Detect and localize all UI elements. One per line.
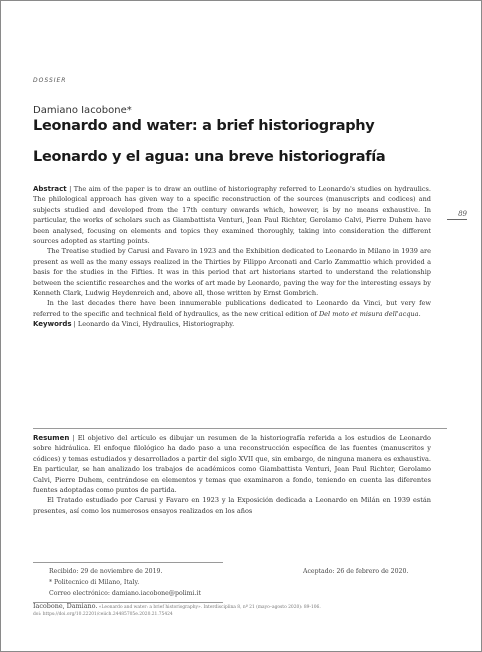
section-label: DOSSIER — [33, 77, 67, 84]
abstract-text-3a: In the last decades there have been innumerable publications dedicated to Leonardo da Vinci, but very few referred to the specific and technical field of hydraulics, as the new critical edition of — [33, 299, 431, 318]
resumen-text: | El objetivo del artículo es dibujar un resumen de la historiografía referida a los estudios de Leonardo sobre hidráulica. El enfoque filológico ha dado paso a una reconstrucción específica de las fuentes (manuscritos y códices) y temas estudiados y desarrollados a partir del siglo XVII que, sin embargo, de ninguna manera es exhaustiva. En particular, se han analizado los trabajos de académicos como Giambattista Venturi, Jean Paul Richter, Gerolamo Calvi, Pierre Duhem, centrándose en elementos y temas que examinaron a fondo, teniendo en cuenta las diferentes fuentes adoptadas como puntos de partida. — [33, 434, 431, 495]
resumen-block — [33, 433, 431, 516]
keywords-text: | Leonardo da Vinci, Hydraulics, Historiography. — [71, 320, 235, 329]
work-title: Del moto et misura dell'acqua — [318, 309, 419, 318]
article-title-spanish: Leonardo y el agua: una breve historiografía — [33, 149, 386, 165]
citation-doi: doi: https://doi.org/10.22201/ceiich.24485705e.2020.21.75424 — [33, 612, 173, 617]
keywords-label: Keywords — [33, 320, 72, 329]
citation-text: «Leonardo and water: a brief historiography». Interdisciplina 8, nº 21 (mayo–agosto 2020): 89-106. — [97, 605, 321, 610]
author-name: Damiano Iacobone* — [33, 105, 132, 116]
abstract-block — [33, 184, 431, 330]
abstract-paragraph-2: The Treatise studied by Carusi and Favaro in 1923 and the Exhibition dedicated to Leonardo in Milano in 1939 are present as well as the many essays realized in the Thirties by Filippo Arconati and Carlo Zammattio which provided a basis for the studies in the Fifties. It was in this period that art historians started to understand the relationship between the scientific researches and the works of art made by Leonardo, paving the way for the interesting essays by Kenneth Clark, Ludwig Heydenreich and, above all, those written by Ernst Gombrich. — [33, 247, 431, 298]
abstract-text-3b: . — [418, 309, 421, 318]
email-address: damiano.iacobone@polimi.it — [109, 590, 201, 597]
resumen-label: Resumen — [33, 434, 70, 442]
keywords-line — [33, 319, 431, 329]
abstract-label: Abstract — [33, 185, 67, 193]
resumen-paragraph-1 — [33, 433, 431, 495]
email-label: Correo electrónico: — [49, 590, 110, 597]
abstract-paragraph-1 — [33, 184, 431, 246]
section-divider — [33, 428, 447, 429]
footnote-rule — [33, 562, 223, 563]
received-date: Recibido: 29 de noviembre de 2019. — [49, 568, 163, 575]
resumen-paragraph-2: El Tratado estudiado por Carusi y Favaro en 1923 y la Exposición dedicada a Leonardo en Milán en 1939 están presentes, así como los numerosos ensayos realizados en los años — [33, 496, 431, 515]
accepted-date: Aceptado: 26 de febrero de 2020. — [303, 568, 409, 575]
article-title-english: Leonardo and water: a brief historiography — [33, 118, 375, 134]
affiliation-note: * Politecnico di Milano, Italy. — [49, 579, 140, 586]
page-number: 89 — [447, 210, 467, 220]
abstract-paragraph-3 — [33, 298, 431, 319]
email-line — [49, 589, 201, 598]
abstract-text-1: | The aim of the paper is to draw an outline of historiography referred to Leonardo's studies on hydraulics. The philological approach has given way to a specific reconstruction of the sources (manuscripts and codices) and subjects studied and developed from the 17th century onwards which, however, is by no means exhaustive. In particular, the works of scholars such as Giambattista Venturi, Jean Paul Richter, Gerolamo Calvi, Pierre Duhem have been analysed, focusing on elements and topics they examined thoroughly, taking into consideration the different sources adopted as starting points. — [33, 185, 431, 246]
citation-block — [33, 603, 447, 618]
citation-author: Iacobone, Damiano. — [33, 602, 98, 610]
